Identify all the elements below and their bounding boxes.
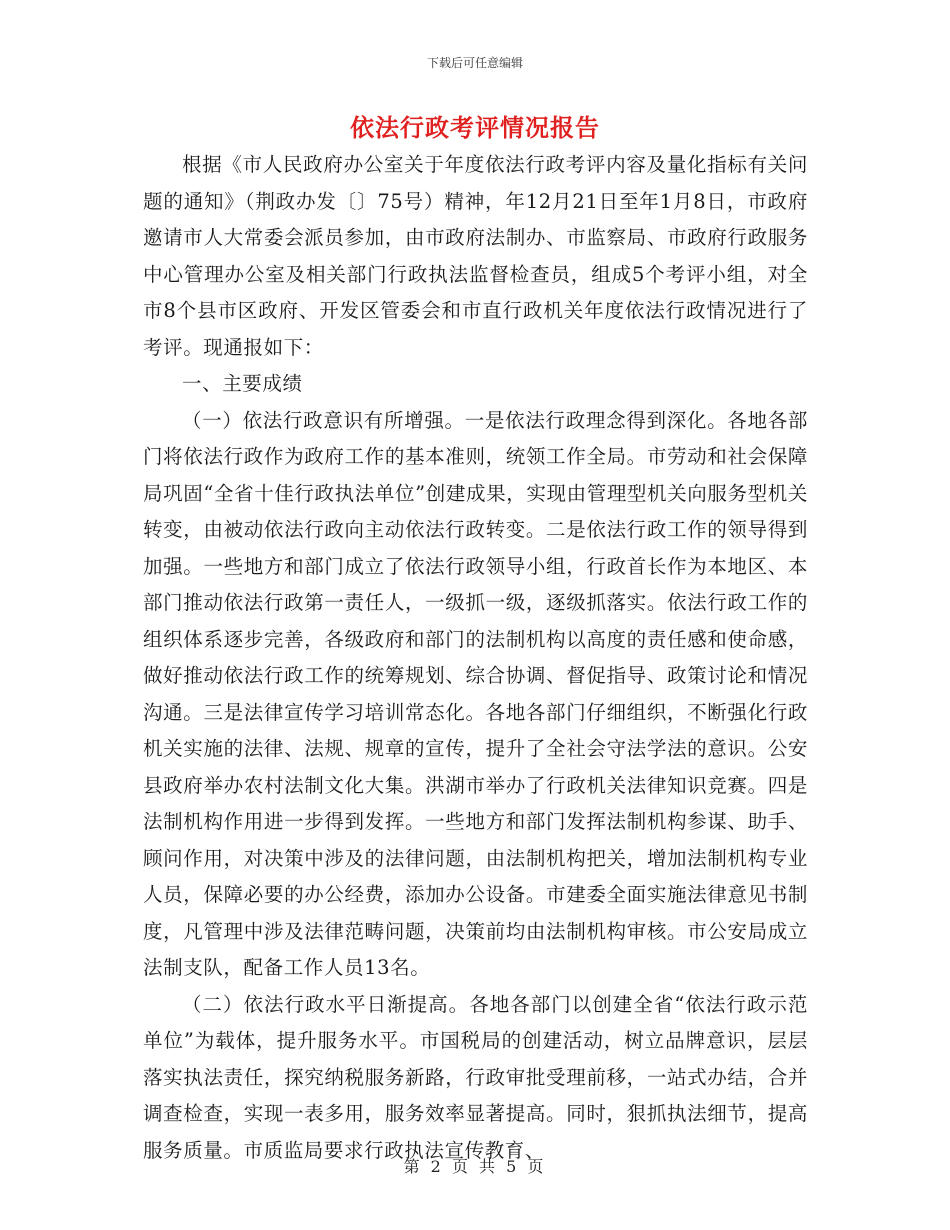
document-body <box>143 147 808 1169</box>
document-title: 依法行政考评情况报告 <box>350 113 600 142</box>
paragraph-awareness: （一）依法行政意识有所增强。一是依法行政理念得到深化。各地各部门将依法行政作为政府工作的基本准则，统领工作全局。市劳动和社会保障局巩固“全省十佳行政执法单位”创建成果，实现由管理型机关向服务型机关转变，由被动依法行政向主动依法行政转变。二是依法行政工作的领导得到加强。一些地方和部门成立了依法行政领导小组，行政首长作为本地区、本部门推动依法行政第一责任人，一级抓一级，逐级抓落实。依法行政工作的组织体系逐步完善，各级政府和部门的法制机构以高度的责任感和使命感，做好推动依法行政工作的统筹规划、综合协调、督促指导、政策讨论和情况沟通。三是法律宣传学习培训常态化。各地各部门仔细组织，不断强化行政机关实施的法律、法规、规章的宣传，提升了全社会守法学法的意识。公安县政府举办农村法制文化大集。洪湖市举办了行政机关法律知识竞赛。四是法制机构作用进一步得到发挥。一些地方和部门发挥法制机构参谋、助手、顾问作用，对决策中涉及的法律问题，由法制机构把关，增加法制机构专业人员，保障必要的办公经费，添加办公设备。市建委全面实施法律意见书制度，凡管理中涉及法律范畴问题，决策前均由法制机构审核。市公安局成立法制支队，配备工作人员13名。 <box>143 408 808 979</box>
paragraph-level: （二）依法行政水平日渐提高。各地各部门以创建全省“依法行政示范单位”为载体，提升服务水平。市国税局的创建活动，树立品牌意识，层层落实执法责任，探究纳税服务新路，行政审批受理前移，一站式办结，合并调查检查，实现一表多用，服务效率显著提高。同时，狠抓执法细节，提高服务质量。市质监局要求行政执法宣传教育、 <box>143 992 808 1162</box>
header-note: 下载后可任意编辑 <box>426 56 523 70</box>
intro-paragraph: 根据《市人民政府办公室关于年度依法行政考评内容及量化指标有关问题的通知》（荆政办发〔〕75号）精神，年12月21日至年1月8日，市政府邀请市人大常委会派员参加，由市政府法制办、市监察局、市政府行政服务中心管理办公室及相关部门行政执法监督检查员，组成5个考评小组，对全市8个县市区政府、开发区管委会和市直行政机关年度依法行政情况进行了考评。现通报如下： <box>143 153 808 359</box>
page-footer: 第 2 页 共 5 页 <box>403 1157 547 1176</box>
section-heading: 一、主要成绩 <box>182 372 303 395</box>
